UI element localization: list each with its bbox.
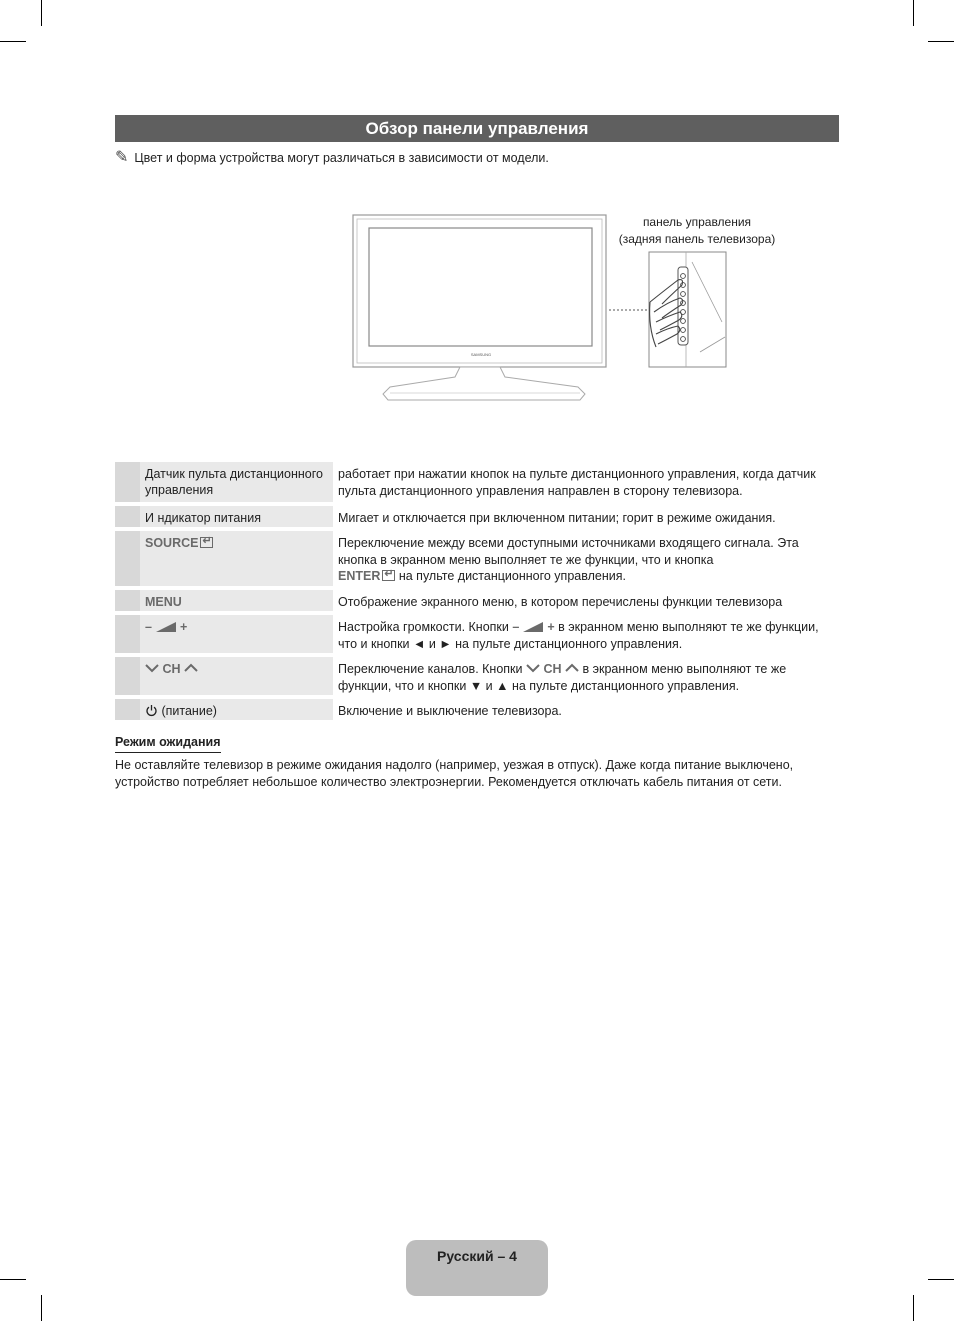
plus-icon: +	[179, 620, 188, 634]
chevron-up-icon	[565, 663, 579, 673]
row-name: (питание)	[140, 699, 333, 720]
volume-icon	[523, 622, 543, 632]
minus-icon: –	[145, 620, 152, 634]
crop-mark	[41, 1295, 42, 1321]
chevron-up-icon	[184, 663, 198, 673]
plus-icon: +	[547, 620, 555, 634]
controls-table	[115, 462, 839, 724]
row-desc: Переключение между всеми доступными источниками входящего сигнала. Эта кнопка в экранном меню выполняет те же функции, что и кнопка ENTER↵ на пульте дистанционного управления.	[333, 531, 839, 586]
table-row	[115, 462, 839, 502]
crop-mark	[928, 41, 954, 42]
volume-icon	[156, 622, 176, 632]
enter-label: ENTER	[338, 569, 381, 583]
model-note-text: Цвет и форма устройства могут различаться в зависимости от модели.	[134, 151, 549, 165]
crop-mark	[913, 0, 914, 26]
menu-label: MENU	[140, 590, 333, 611]
table-row	[115, 506, 839, 527]
tv-screen	[369, 228, 592, 346]
row-desc: работает при нажатии кнопок на пульте дистанционного управления, когда датчик пульта дистанционного управления направлен в сторону телевизора.	[338, 467, 816, 498]
row-desc: Мигает и отключается при включенном питании; горит в режиме ожидания.	[338, 511, 776, 525]
crop-mark	[0, 41, 26, 42]
table-row	[115, 531, 839, 586]
row-desc: Включение и выключение телевизора.	[338, 704, 562, 718]
standby-body: Не оставляйте телевизор в режиме ожидания надолго (например, уезжая в отпуск). Даже когда питание выключено, устройство потребляет небольшое количество электроэнергии. Рекомендуется отключать кабель питания от сети.	[115, 758, 794, 789]
table-row	[115, 699, 839, 720]
page-title: Обзор панели управления	[115, 115, 839, 142]
chevron-down-icon	[526, 663, 540, 673]
enter-icon	[382, 570, 395, 581]
table-row	[115, 590, 839, 611]
page-footer: Русский – 4	[406, 1240, 548, 1296]
row-desc: Отображение экранного меню, в котором перечислены функции телевизора	[338, 595, 783, 609]
crop-mark	[0, 1279, 26, 1280]
tv-stand	[383, 367, 585, 400]
standby-title: Режим ожидания	[115, 735, 221, 753]
model-note	[115, 150, 549, 166]
row-name	[140, 531, 333, 586]
row-name: Датчик пульта дистанционного управления	[140, 462, 333, 502]
brand-logo: SAMSUNG	[470, 352, 492, 357]
row-desc: Переключение каналов. Кнопки CH в экранном меню выполняют те же функции, что и кнопки ▼ и ▲ на пульте дистанционного управления.	[338, 662, 787, 693]
crop-mark	[913, 1295, 914, 1321]
control-panel-callout	[612, 214, 782, 248]
row-name	[140, 615, 333, 653]
table-row	[115, 657, 839, 695]
source-icon	[200, 537, 213, 548]
ch-label: CH	[162, 662, 181, 676]
callout-line-2: (задняя панель телевизора)	[618, 232, 776, 246]
source-label: SOURCE	[145, 536, 199, 550]
row-name	[140, 657, 333, 695]
row-desc: Настройка громкости. Кнопки – + в экранном меню выполняют те же функции, что и кнопки ◄ и ► на пульте дистанционного управления.	[338, 620, 819, 651]
pencil-icon: ✎	[115, 149, 129, 166]
minus-icon: –	[512, 620, 520, 634]
crop-mark	[41, 0, 42, 26]
row-name: И ндикатор питания	[140, 506, 333, 527]
crop-mark	[928, 1279, 954, 1280]
callout-line-1: панель управления	[642, 215, 752, 229]
ch-label: CH	[543, 662, 562, 676]
chevron-down-icon	[145, 663, 159, 673]
power-icon	[145, 704, 158, 717]
table-row	[115, 615, 839, 653]
